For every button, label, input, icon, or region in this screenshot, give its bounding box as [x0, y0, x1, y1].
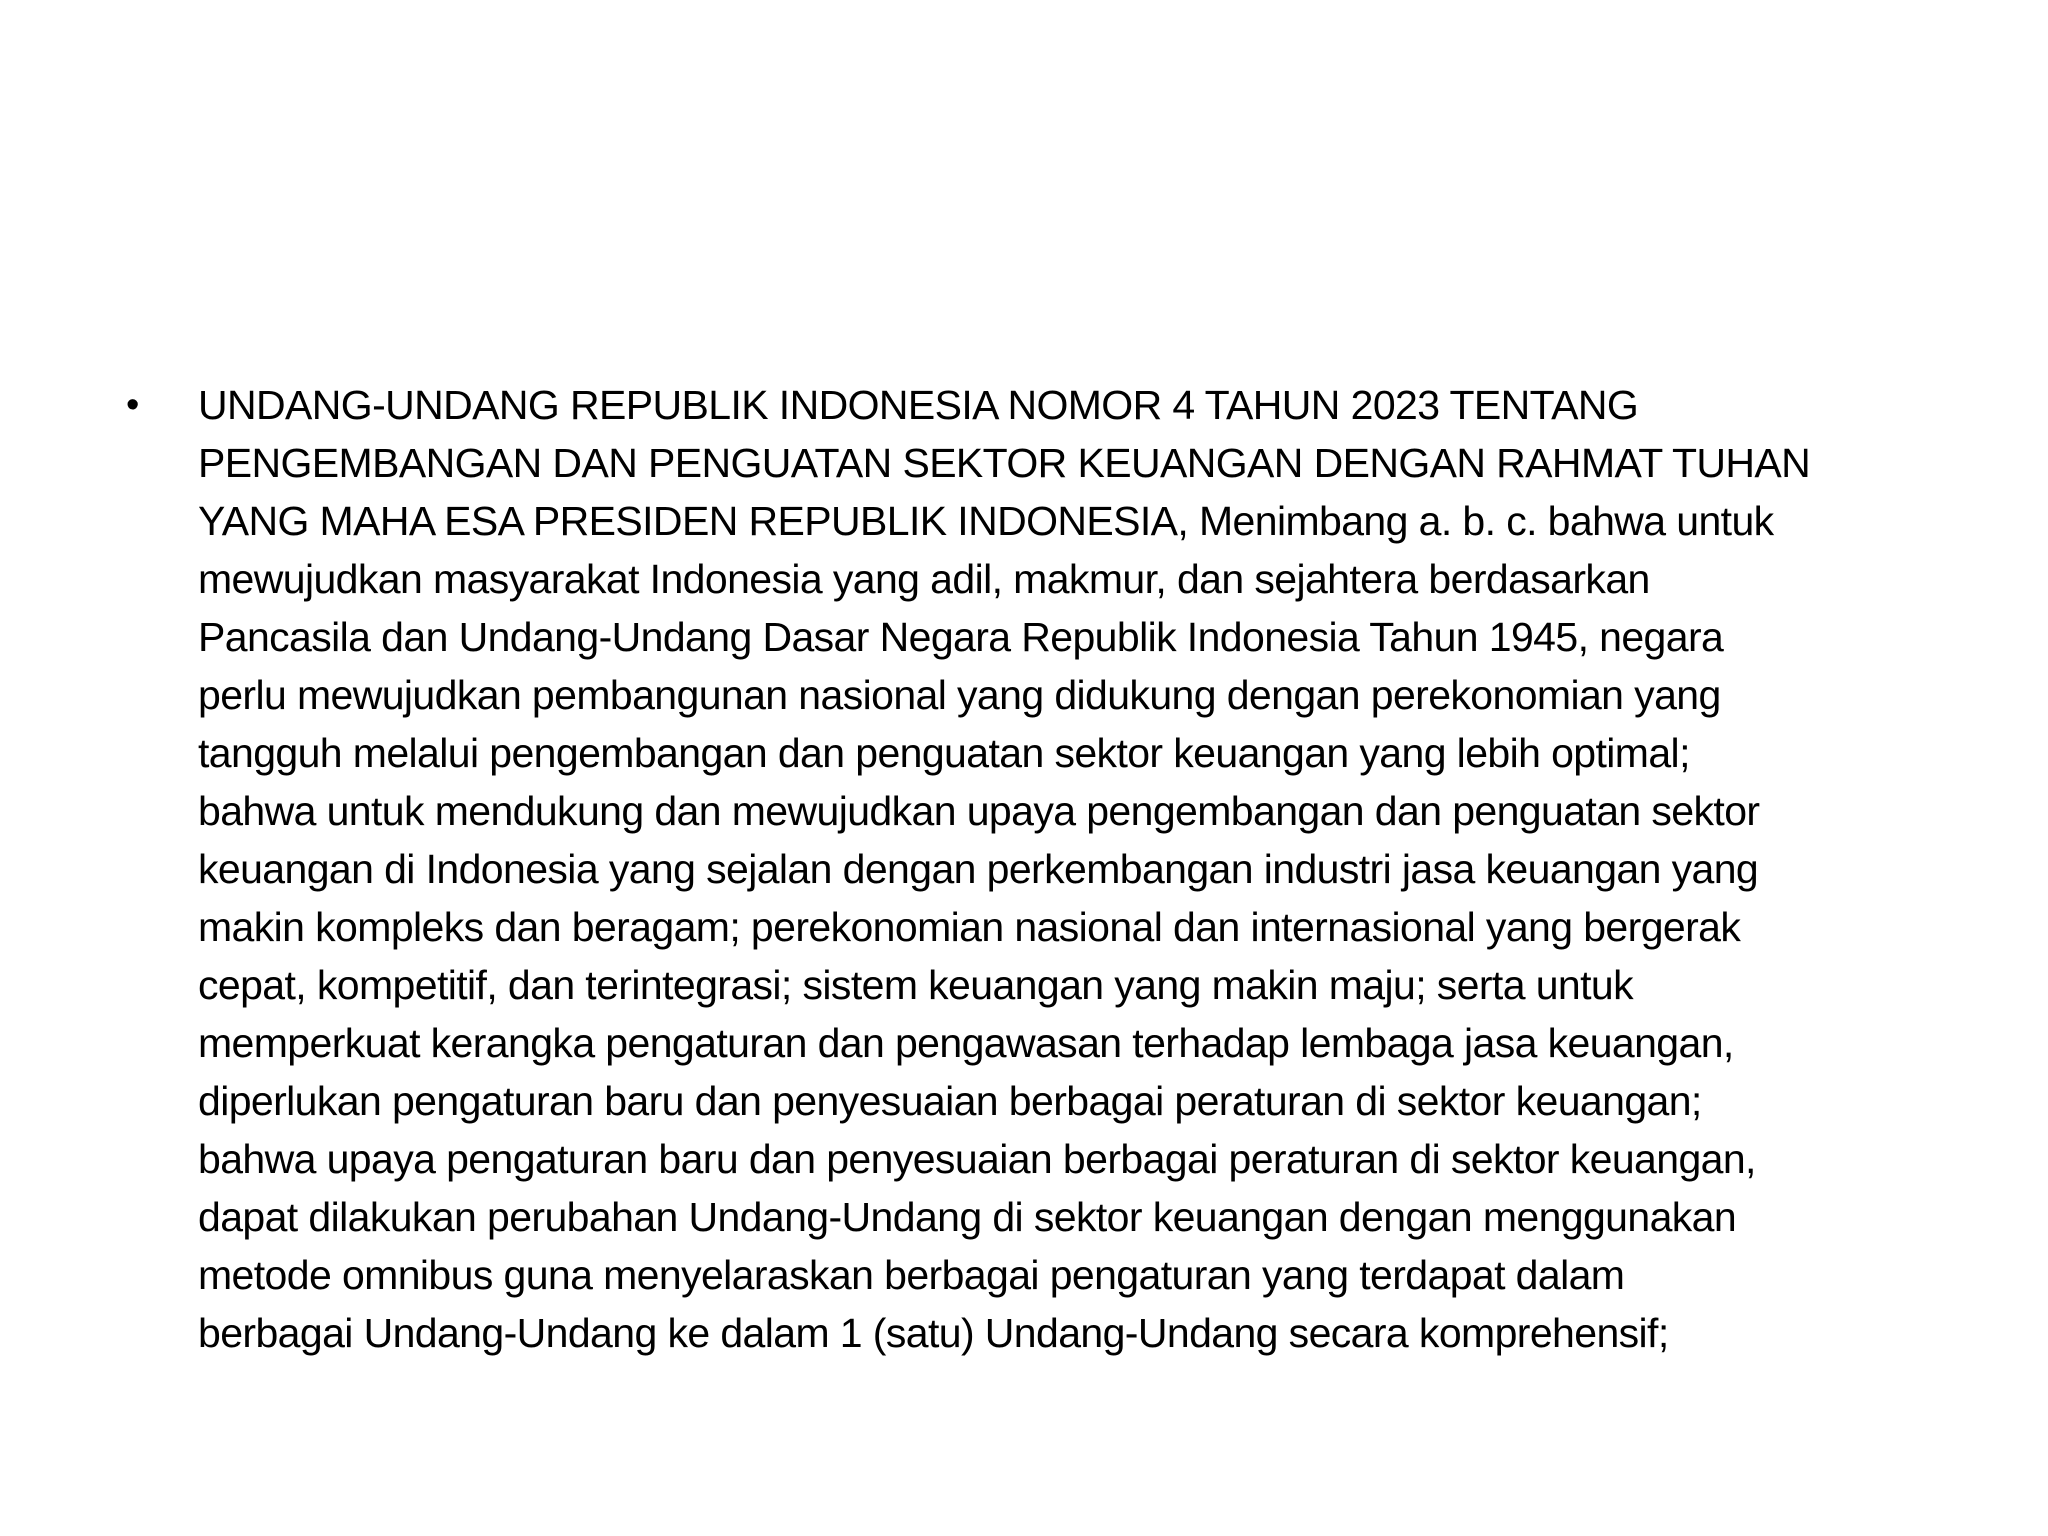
- text-line: metode omnibus guna menyelaraskan berbagai pengaturan yang terdapat dalam: [198, 1252, 1625, 1298]
- text-line: bahwa upaya pengaturan baru dan penyesuaian berbagai peraturan di sektor keuangan,: [198, 1136, 1756, 1182]
- text-line: cepat, kompetitif, dan terintegrasi; sistem keuangan yang makin maju; serta untuk: [198, 962, 1634, 1008]
- text-line: tangguh melalui pengembangan dan penguatan sektor keuangan yang lebih optimal;: [198, 730, 1690, 776]
- text-line: mewujudkan masyarakat Indonesia yang adil, makmur, dan sejahtera berdasarkan: [198, 556, 1650, 602]
- text-line: UNDANG-UNDANG REPUBLIK INDONESIA NOMOR 4 TAHUN 2023 TENTANG: [198, 382, 1639, 428]
- text-line: berbagai Undang-Undang ke dalam 1 (satu) Undang-Undang secara komprehensif;: [198, 1310, 1669, 1356]
- text-line: Pancasila dan Undang-Undang Dasar Negara Republik Indonesia Tahun 1945, negara: [198, 614, 1724, 660]
- text-line: makin kompleks dan beragam; perekonomian nasional dan internasional yang bergerak: [198, 904, 1741, 950]
- text-line: keuangan di Indonesia yang sejalan dengan perkembangan industri jasa keuangan yang: [198, 846, 1759, 892]
- text-line: diperlukan pengaturan baru dan penyesuaian berbagai peraturan di sektor keuangan;: [198, 1078, 1702, 1124]
- text-line: memperkuat kerangka pengaturan dan pengawasan terhadap lembaga jasa keuangan,: [198, 1020, 1734, 1066]
- text-line: bahwa untuk mendukung dan mewujudkan upaya pengembangan dan penguatan sektor: [198, 788, 1760, 834]
- text-line: PENGEMBANGAN DAN PENGUATAN SEKTOR KEUANGAN DENGAN RAHMAT TUHAN: [198, 440, 1811, 486]
- bullet-text: [198, 376, 1980, 1362]
- bullet-item: [120, 376, 1980, 1362]
- slide-content: [120, 376, 1980, 1362]
- text-line: perlu mewujudkan pembangunan nasional yang didukung dengan perekonomian yang: [198, 672, 1721, 718]
- text-line: dapat dilakukan perubahan Undang-Undang di sektor keuangan dengan menggunakan: [198, 1194, 1737, 1240]
- bullet-icon: •: [126, 384, 140, 426]
- text-line: YANG MAHA ESA PRESIDEN REPUBLIK INDONESIA, Menimbang a. b. c. bahwa untuk: [198, 498, 1774, 544]
